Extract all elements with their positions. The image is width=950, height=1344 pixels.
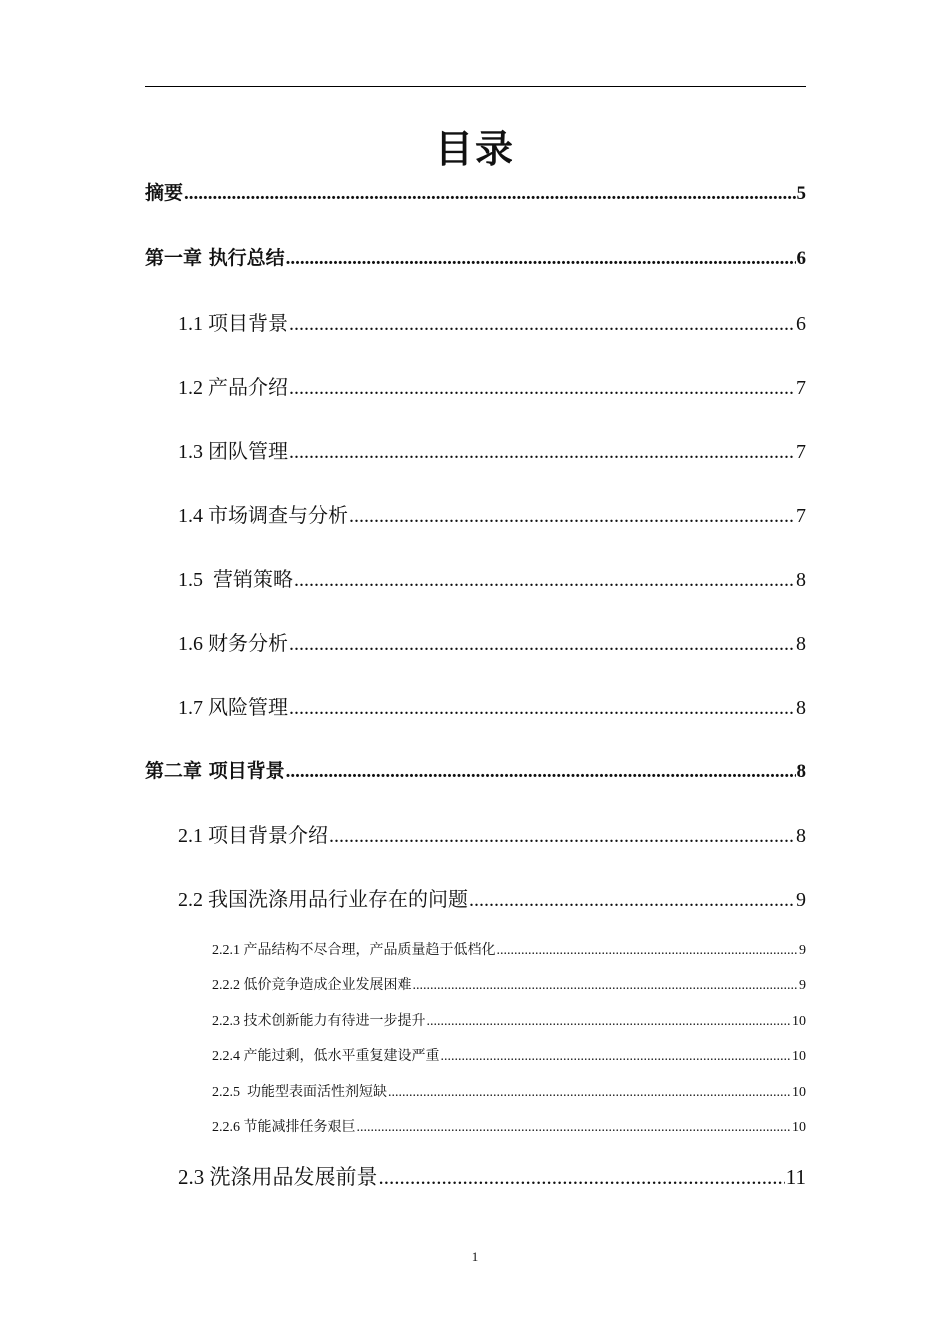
toc-dot-leader bbox=[388, 1085, 791, 1101]
toc-dot-leader bbox=[441, 1049, 792, 1065]
toc-entry-page: 8 bbox=[796, 825, 806, 847]
toc-entry-2-2[interactable] bbox=[178, 883, 806, 912]
toc-entry-2-1[interactable] bbox=[178, 819, 806, 848]
toc-entry-page: 8 bbox=[796, 697, 806, 719]
toc-entry-1-3[interactable] bbox=[178, 435, 806, 464]
toc-entry-1-6[interactable] bbox=[178, 627, 806, 656]
toc-entry-label: 2.2.3 技术创新能力有待进一步提升 bbox=[212, 1014, 426, 1029]
toc-entry-page: 10 bbox=[792, 1085, 806, 1100]
toc-entry-label: 第一章 执行总结 bbox=[145, 247, 285, 269]
toc-entry-label: 2.2.5 功能型表面活性剂短缺 bbox=[212, 1085, 387, 1100]
toc-dot-leader bbox=[184, 183, 795, 205]
toc-entry-page: 10 bbox=[792, 1014, 806, 1029]
toc-entry-1-2[interactable] bbox=[178, 371, 806, 400]
toc-entry-page: 8 bbox=[796, 633, 806, 655]
toc-dot-leader bbox=[286, 761, 796, 783]
toc-entry-label: 摘要 bbox=[145, 182, 184, 204]
toc-entry-2-2-2[interactable] bbox=[212, 974, 806, 994]
toc-entry-label: 2.2 我国洗涤用品行业存在的问题 bbox=[178, 889, 468, 911]
toc-entry-label: 1.2 产品介绍 bbox=[178, 377, 288, 399]
toc-entry-label: 2.2.6 节能减排任务艰巨 bbox=[212, 1120, 356, 1135]
toc-entry-page: 10 bbox=[792, 1120, 806, 1135]
toc-entry-page: 10 bbox=[792, 1049, 806, 1064]
toc-dot-leader bbox=[289, 633, 795, 656]
toc-entry-page: 6 bbox=[796, 248, 806, 269]
toc-entry-2-3[interactable] bbox=[178, 1161, 806, 1191]
toc-dot-leader bbox=[427, 1014, 792, 1030]
toc-entry-chapter-1[interactable] bbox=[145, 243, 806, 270]
toc-entry-label: 1.7 风险管理 bbox=[178, 697, 288, 719]
toc-entry-label: 1.4 市场调查与分析 bbox=[178, 505, 348, 527]
page-number: 1 bbox=[471, 1249, 479, 1264]
toc-entry-1-1[interactable] bbox=[178, 307, 806, 336]
toc-dot-leader bbox=[357, 1120, 792, 1136]
toc-entry-2-2-6[interactable] bbox=[212, 1116, 806, 1136]
toc-dot-leader bbox=[289, 697, 795, 720]
toc-entry-page: 9 bbox=[799, 943, 806, 958]
toc-entry-page: 9 bbox=[799, 978, 806, 993]
toc-dot-leader bbox=[294, 569, 795, 592]
toc-dot-leader bbox=[329, 825, 795, 848]
toc-entry-2-2-3[interactable] bbox=[212, 1010, 806, 1030]
toc-entry-page: 7 bbox=[796, 505, 806, 527]
toc-entry-page: 6 bbox=[796, 313, 806, 335]
toc-entry-label: 2.2.1 产品结构不尽合理，产品质量趋于低档化 bbox=[212, 943, 496, 958]
toc-entry-1-7[interactable] bbox=[178, 691, 806, 720]
toc-dot-leader bbox=[289, 441, 795, 464]
toc-entry-label: 2.1 项目背景介绍 bbox=[178, 825, 328, 847]
toc-entry-page: 7 bbox=[796, 441, 806, 463]
toc-entry-label: 1.5 营销策略 bbox=[178, 569, 293, 591]
toc-entry-label: 2.2.2 低价竞争造成企业发展困难 bbox=[212, 978, 412, 993]
toc-entry-label: 1.1 项目背景 bbox=[178, 313, 288, 335]
toc-entry-chapter-2[interactable] bbox=[145, 756, 806, 783]
toc-entry-page: 5 bbox=[796, 183, 806, 204]
toc-entry-2-2-4[interactable] bbox=[212, 1045, 806, 1065]
toc-dot-leader bbox=[289, 377, 795, 400]
toc-entry-page: 9 bbox=[796, 889, 806, 911]
toc-entry-page: 11 bbox=[785, 1165, 806, 1189]
toc-dot-leader bbox=[413, 978, 799, 994]
toc-entry-abstract[interactable] bbox=[145, 178, 806, 205]
toc-entry-2-2-1[interactable] bbox=[212, 939, 806, 959]
toc-entry-1-4[interactable] bbox=[178, 499, 806, 528]
header-rule bbox=[145, 86, 806, 87]
toc-entry-1-5[interactable] bbox=[178, 563, 806, 592]
toc-entry-page: 8 bbox=[796, 569, 806, 591]
page-title: 目录 bbox=[434, 127, 515, 171]
toc-entry-label: 1.3 团队管理 bbox=[178, 441, 288, 463]
toc-entry-label: 1.6 财务分析 bbox=[178, 633, 288, 655]
toc-entry-page: 8 bbox=[796, 761, 806, 782]
toc-dot-leader bbox=[349, 505, 795, 528]
toc-dot-leader bbox=[497, 943, 799, 959]
toc-entry-label: 第二章 项目背景 bbox=[145, 760, 285, 782]
toc-entry-2-2-5[interactable] bbox=[212, 1081, 806, 1101]
toc-dot-leader bbox=[286, 248, 796, 270]
toc-entry-label: 2.2.4 产能过剩，低水平重复建设严重 bbox=[212, 1049, 440, 1064]
toc-dot-leader bbox=[469, 889, 795, 912]
toc-dot-leader bbox=[289, 313, 795, 336]
toc-entry-page: 7 bbox=[796, 377, 806, 399]
toc-entry-label: 2.3 洗涤用品发展前景 bbox=[178, 1165, 378, 1189]
toc-dot-leader bbox=[379, 1165, 785, 1190]
